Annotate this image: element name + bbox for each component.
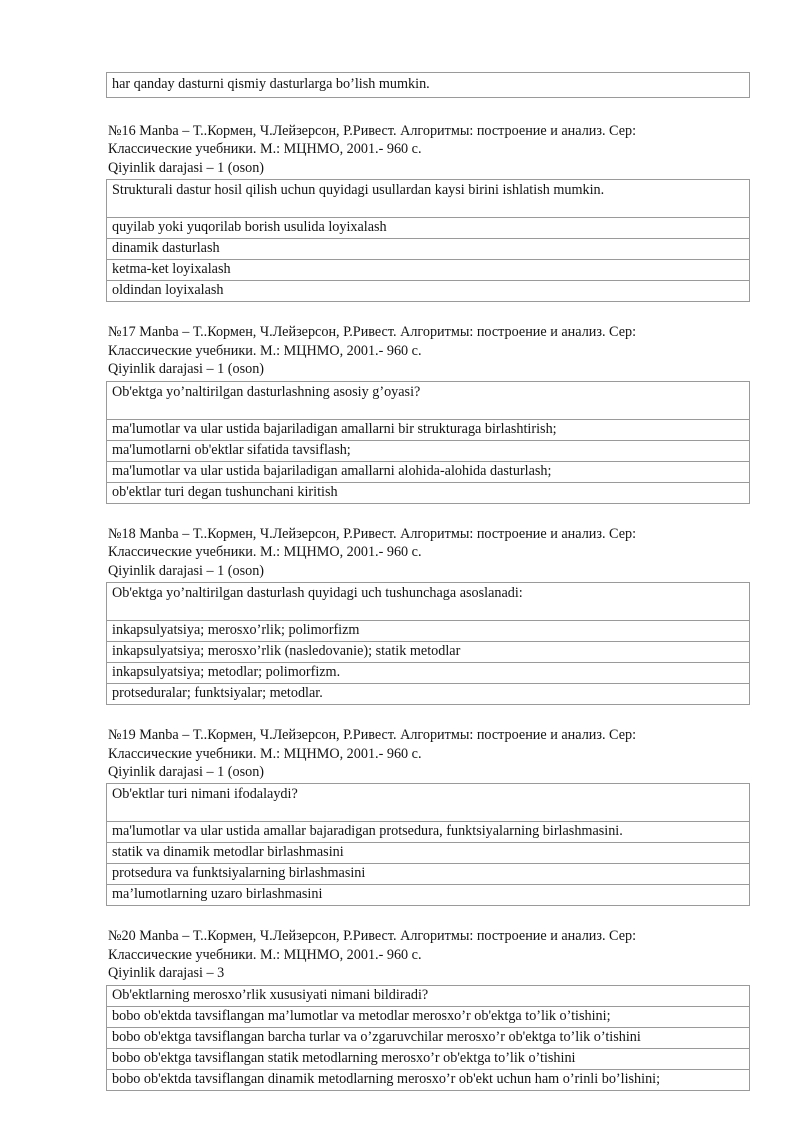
option-text[interactable]: inkapsulyatsiya; merosxo’rlik; polimorfizm <box>107 621 750 642</box>
question-text: Ob'ektlarning merosxo’rlik xususiyati nimani bildiradi? <box>107 985 750 1006</box>
option-text[interactable]: ma'lumotlar va ular ustida bajariladigan amallarni bir strukturaga birlashtirish; <box>107 419 750 440</box>
option-text[interactable]: protsedura va funktsiyalarning birlashmasini <box>107 864 750 885</box>
difficulty-line: Qiyinlik darajasi – 3 <box>108 965 225 982</box>
source-line-2: Классические учебники. М.: МЦНМО, 2001.- 960 с. <box>108 342 422 359</box>
source-line-2: Классические учебники. М.: МЦНМО, 2001.- 960 с. <box>108 544 422 561</box>
question-row <box>107 583 750 621</box>
question-table-q16 <box>106 179 750 302</box>
spacer <box>106 504 750 525</box>
source-line-1: №16 Manba – Т..Кормен, Ч.Лейзерсон, Р.Ривест. Алгоритмы: построение и анализ. Сер: <box>108 123 637 139</box>
question-header-q20 <box>106 927 750 982</box>
option-row[interactable] <box>107 642 750 663</box>
option-text[interactable]: protseduralar; funktsiyalar; metodlar. <box>107 684 750 705</box>
option-row[interactable] <box>107 621 750 642</box>
option-row[interactable] <box>107 1048 750 1069</box>
option-row[interactable] <box>107 419 750 440</box>
document-content <box>106 72 750 1091</box>
option-row[interactable] <box>107 684 750 705</box>
source-line-1: №18 Manba – Т..Кормен, Ч.Лейзерсон, Р.Ривест. Алгоритмы: построение и анализ. Сер: <box>108 525 637 542</box>
option-text[interactable]: ma’lumotlarning uzaro birlashmasini <box>107 885 750 906</box>
source-line-2: Классические учебники. М.: МЦНМО, 2001.- 960 с. <box>108 946 422 963</box>
option-row[interactable] <box>107 218 750 239</box>
question-table-q18 <box>106 582 750 705</box>
question-table-q17 <box>106 381 750 504</box>
source-line-1: №19 Manba – Т..Кормен, Ч.Лейзерсон, Р.Ривест. Алгоритмы: построение и анализ. Сер: <box>108 727 637 744</box>
source-line-1: №17 Manba – Т..Кормен, Ч.Лейзерсон, Р.Ривест. Алгоритмы: построение и анализ. Сер: <box>108 324 637 341</box>
question-header-q19 <box>106 726 750 781</box>
option-text[interactable]: ma'lumotlar va ular ustida amallar bajaradigan protsedura, funktsiyalarning birlashmasini. <box>107 822 750 843</box>
question-text: Ob'ektga yo’naltirilgan dasturlashning asosiy g’oyasi? <box>107 381 750 419</box>
option-text[interactable]: ma'lumotlarni ob'ektlar sifatida tavsiflash; <box>107 440 750 461</box>
option-row[interactable] <box>107 864 750 885</box>
option-text[interactable]: dinamik dasturlash <box>107 239 750 260</box>
question-row <box>107 381 750 419</box>
option-text[interactable]: bobo ob'ektda tavsiflangan ma’lumotlar va metodlar merosxo’r ob'ektga to’lik o’tishini; <box>107 1006 750 1027</box>
question-header-q17 <box>106 323 750 378</box>
spacer <box>106 302 750 323</box>
source-line-2: Классические учебники. М.: МЦНМО, 2001.- 960 с. <box>108 745 422 762</box>
option-text[interactable]: oldindan loyixalash <box>107 281 750 302</box>
option-text[interactable]: quyilab yoki yuqorilab borish usulida loyixalash <box>107 218 750 239</box>
option-text[interactable]: inkapsulyatsiya; merosxo’rlik (nasledovanie); statik metodlar <box>107 642 750 663</box>
difficulty-line: Qiyinlik darajasi – 1 (oson) <box>108 159 265 176</box>
question-header-q16 <box>106 122 750 177</box>
question-row <box>107 180 750 218</box>
option-row[interactable] <box>107 239 750 260</box>
table-row <box>107 73 750 98</box>
continued-row-text: har qanday dasturni qismiy dasturlarga bo’lish mumkin. <box>107 73 750 98</box>
option-text[interactable]: ketma-ket loyixalash <box>107 260 750 281</box>
source-line-2: Классические учебники. М.: МЦНМО, 2001.- 960 с. <box>108 141 422 158</box>
difficulty-line: Qiyinlik darajasi – 1 (oson) <box>108 361 265 378</box>
option-text[interactable]: bobo ob'ektga tavsiflangan barcha turlar va o’zgaruvchilar merosxo’r ob'ektga to’lik o’tishini <box>107 1027 750 1048</box>
option-text[interactable]: statik va dinamik metodlar birlashmasini <box>107 843 750 864</box>
question-text: Ob'ektga yo’naltirilgan dasturlash quyidagi uch tushunchaga asoslanadi: <box>107 583 750 621</box>
question-row <box>107 985 750 1006</box>
question-table-q19 <box>106 783 750 906</box>
option-row[interactable] <box>107 461 750 482</box>
question-row <box>107 784 750 822</box>
option-text[interactable]: ob'ektlar turi degan tushunchani kiritish <box>107 482 750 503</box>
option-row[interactable] <box>107 663 750 684</box>
option-row[interactable] <box>107 1027 750 1048</box>
option-row[interactable] <box>107 440 750 461</box>
question-table-q20 <box>106 985 750 1091</box>
question-text: Strukturali dastur hosil qilish uchun quyidagi usullardan kaysi birini ishlatish mumkin. <box>107 180 750 218</box>
spacer <box>106 705 750 726</box>
option-row[interactable] <box>107 822 750 843</box>
option-row[interactable] <box>107 281 750 302</box>
option-row[interactable] <box>107 1006 750 1027</box>
option-row[interactable] <box>107 482 750 503</box>
option-text[interactable]: ma'lumotlar va ular ustida bajariladigan amallarni alohida-alohida dasturlash; <box>107 461 750 482</box>
option-text[interactable]: bobo ob'ektda tavsiflangan dinamik metodlarning merosxo’r ob'ekt uchun ham o’rinli bo’lishini; <box>107 1069 750 1090</box>
question-text: Ob'ektlar turi nimani ifodalaydi? <box>107 784 750 822</box>
question-header-q18 <box>106 525 750 580</box>
option-row[interactable] <box>107 885 750 906</box>
spacer <box>106 98 750 122</box>
option-row[interactable] <box>107 843 750 864</box>
option-text[interactable]: inkapsulyatsiya; metodlar; polimorfizm. <box>107 663 750 684</box>
source-line-1: №20 Manba – Т..Кормен, Ч.Лейзерсон, Р.Ривест. Алгоритмы: построение и анализ. Сер: <box>108 928 637 945</box>
option-row[interactable] <box>107 260 750 281</box>
option-text[interactable]: bobo ob'ektga tavsiflangan statik metodlarning merosxo’r ob'ektga to’lik o’tishini <box>107 1048 750 1069</box>
difficulty-line: Qiyinlik darajasi – 1 (oson) <box>108 763 265 780</box>
option-row[interactable] <box>107 1069 750 1090</box>
difficulty-line: Qiyinlik darajasi – 1 (oson) <box>108 562 265 579</box>
continued-row-table <box>106 72 750 98</box>
spacer <box>106 906 750 927</box>
